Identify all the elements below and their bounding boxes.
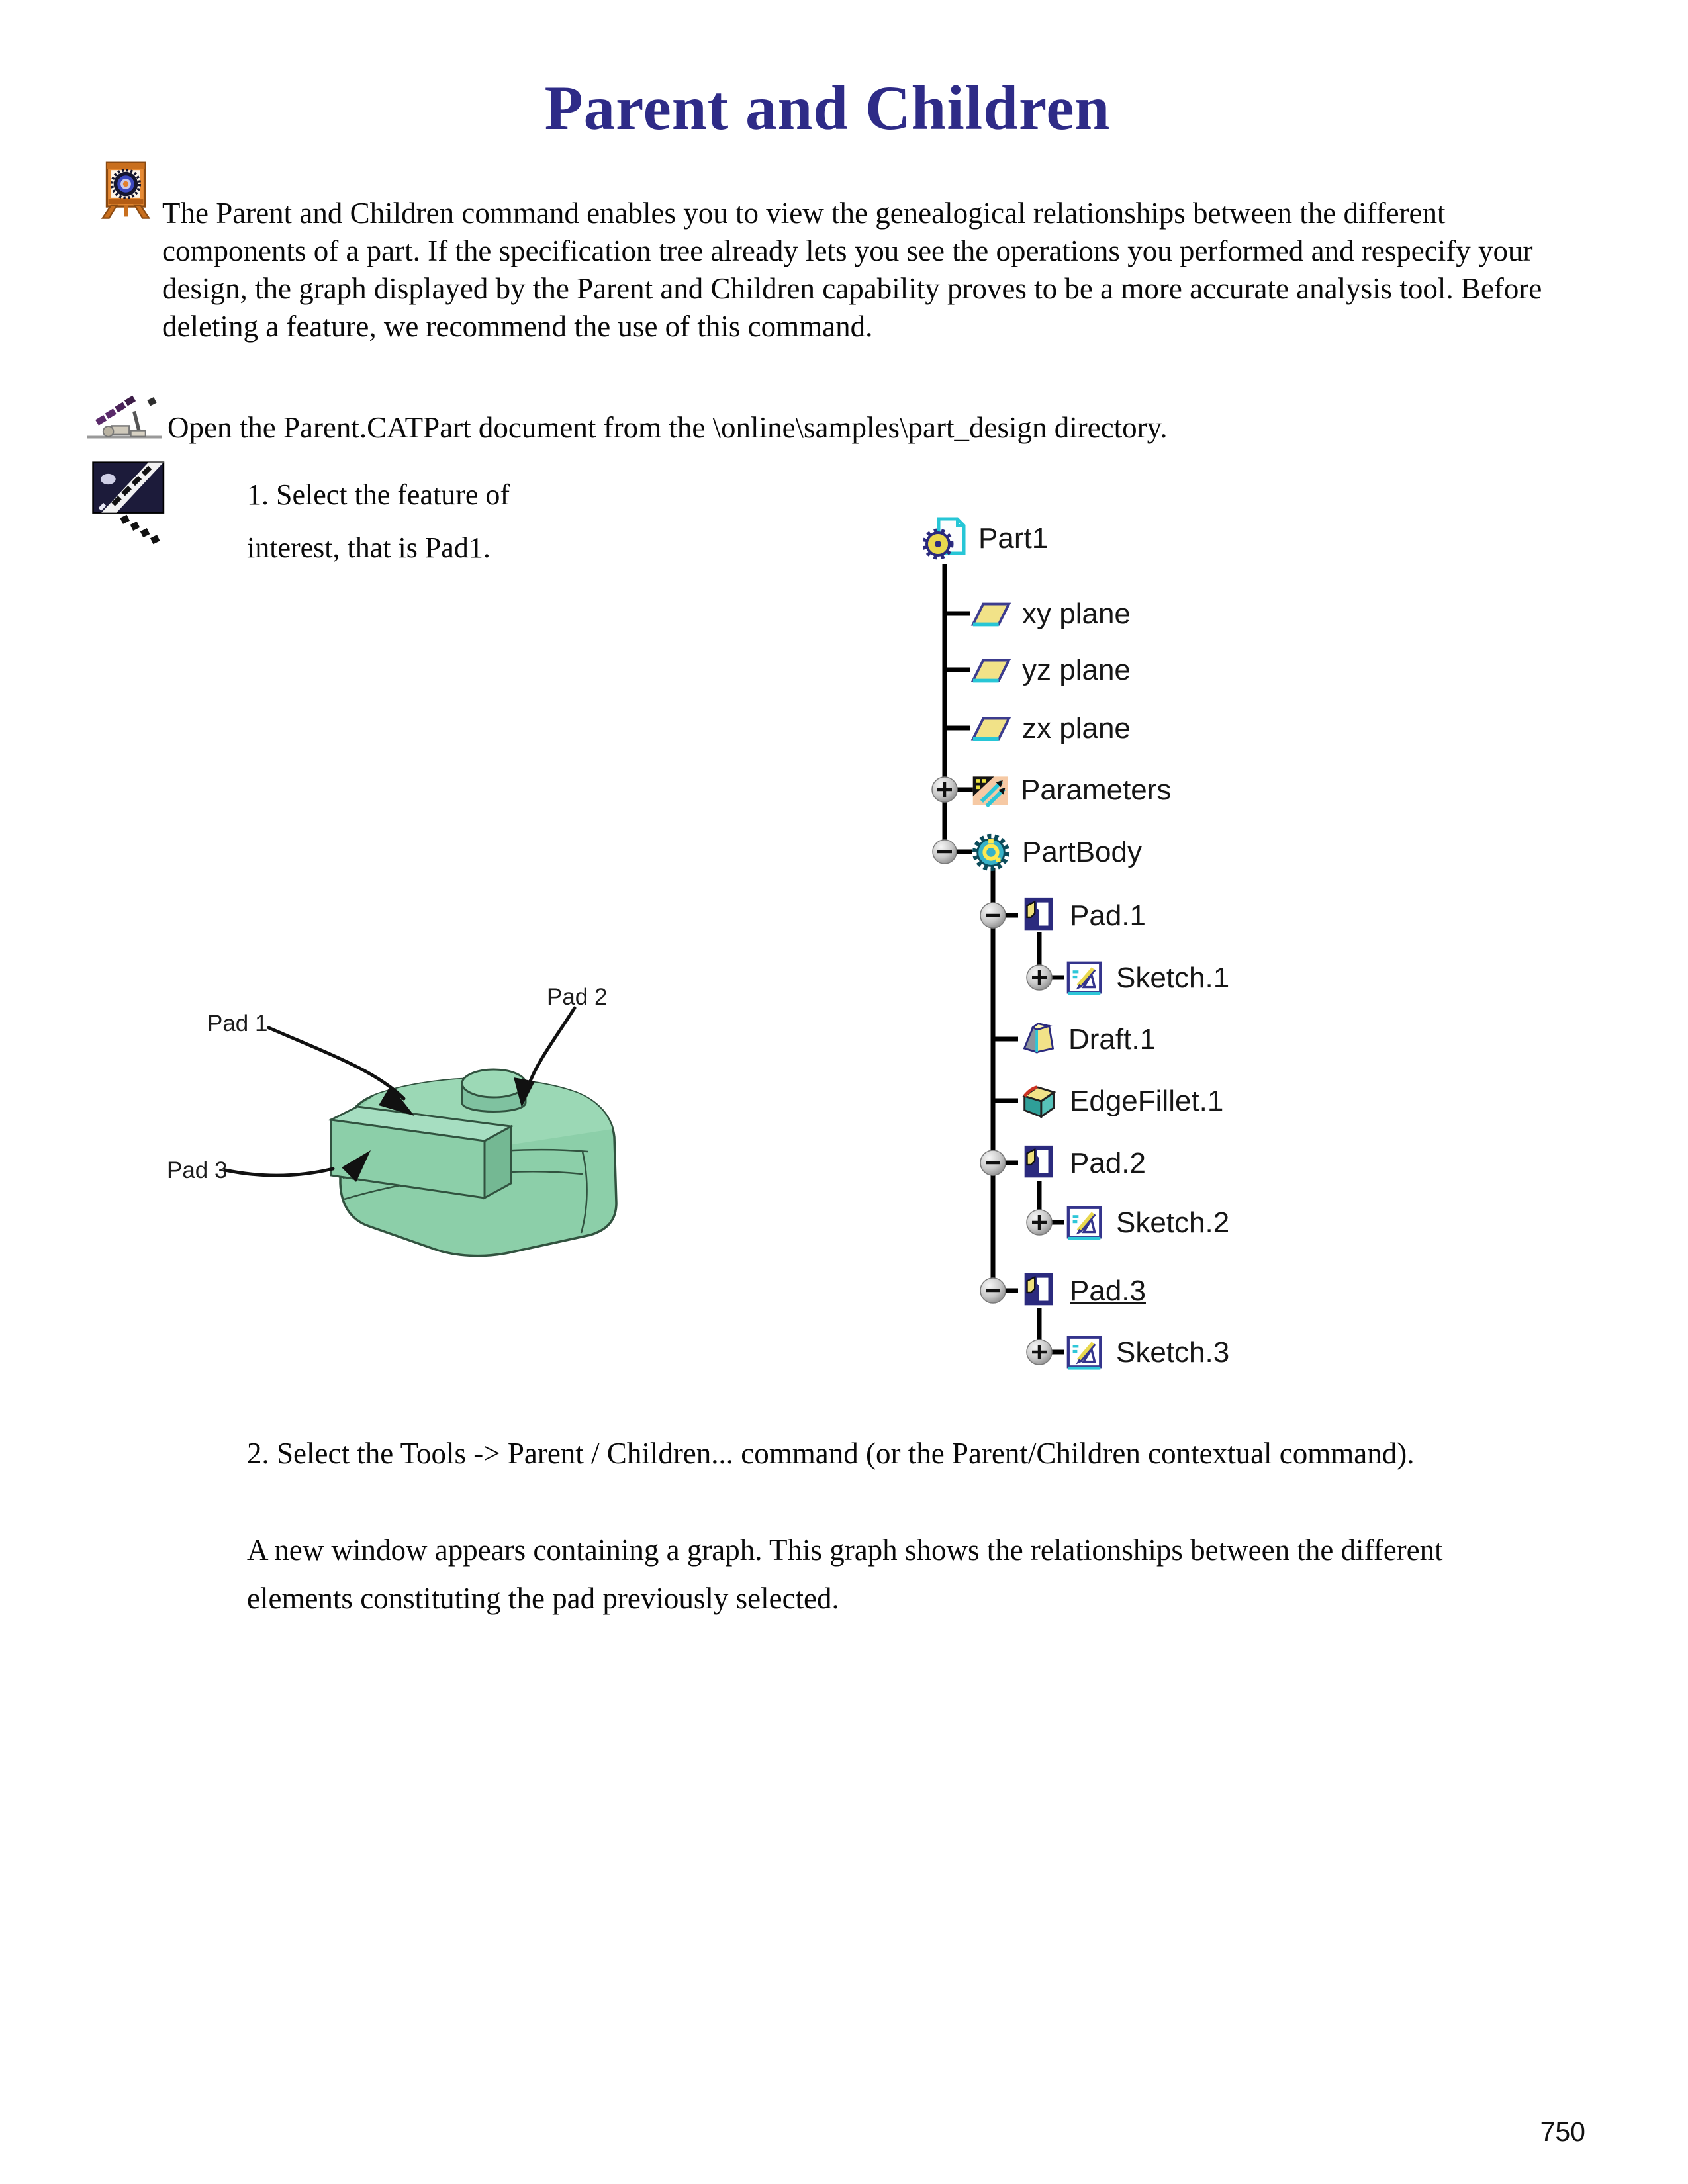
tree-item-label: PartBody (1022, 836, 1142, 868)
tree-item-draft1 (1018, 1019, 1156, 1061)
tree-item-label: Sketch.2 (1116, 1206, 1230, 1239)
tree-item-label: Pad.3 (1070, 1275, 1146, 1307)
open-document-scenario-icon (83, 384, 165, 450)
pad2-arrow (530, 1008, 575, 1083)
expand-node-plus (1027, 1210, 1052, 1235)
page-title: Parent and Children (544, 73, 1111, 143)
tree-item-pad1 (1018, 895, 1146, 937)
partbody-icon (970, 832, 1011, 873)
tree-item-label: Pad.2 (1070, 1147, 1146, 1179)
pad3-arrow (225, 1169, 333, 1175)
collapse-node-minus (980, 903, 1006, 928)
tree-item-label: Sketch.1 (1116, 962, 1230, 994)
part-icon (923, 516, 968, 561)
tree-item-xy-plane (970, 593, 1131, 635)
tree-item-yz-plane (970, 649, 1131, 692)
pad1-label: Pad 1 (207, 1011, 268, 1036)
expand-node-plus (1027, 1340, 1052, 1365)
step1-text (247, 469, 510, 574)
pad2-label: Pad 2 (547, 984, 608, 1010)
tree-item-zx-plane (970, 707, 1131, 750)
pad-icon (1018, 1271, 1059, 1312)
intro-paragraph: The Parent and Children command enables you to view the genealogical relationships between the different components of a part. If the specification tree already lets you see the operations you performed and respecify your design, the graph displayed by the Parent and Children capability proves to be a more accurate analysis tool. Before deleting a feature, we recommend the use of this command. (162, 197, 1542, 343)
tree-item-pad3-selected (1018, 1270, 1146, 1312)
task-scenario-icon (91, 461, 167, 548)
sketch-icon (1064, 1203, 1105, 1244)
plane-icon (970, 650, 1011, 691)
parent-children-command-icon (97, 161, 155, 221)
pad3-label: Pad 3 (167, 1158, 228, 1183)
tree-item-pad2 (1018, 1142, 1146, 1185)
tree-item-sketch3 (1064, 1332, 1229, 1374)
tree-item-partbody (970, 831, 1142, 874)
pad-icon (1018, 895, 1059, 936)
collapse-node-minus (980, 1278, 1006, 1303)
tree-item-label: Pad.1 (1070, 899, 1146, 932)
tree-item-edgefillet1 (1018, 1080, 1223, 1122)
collapse-node-minus (980, 1150, 1006, 1175)
step1-line1: 1. Select the feature of (247, 478, 510, 511)
pad1-arrow (269, 1028, 404, 1099)
collapse-node-minus (933, 840, 957, 864)
parameters-icon (970, 770, 1010, 810)
tree-item-part1 (923, 518, 1048, 560)
tree-item-label: zx plane (1022, 712, 1131, 745)
page-number: 750 (1540, 2116, 1585, 2147)
tree-item-label: xy plane (1022, 598, 1131, 630)
tree-item-label: Parameters (1021, 774, 1172, 806)
open-instruction: Open the Parent.CATPart document from the \online\samples\part_design directory. (167, 411, 1168, 444)
sketch-icon (1064, 1332, 1105, 1373)
result-text: A new window appears containing a graph. This graph shows the relationships between the different elements constituting the pad previously selected. (247, 1533, 1443, 1615)
plane-icon (970, 708, 1011, 749)
part-figure (151, 919, 657, 1296)
step1-line2: interest, that is Pad1. (247, 531, 491, 564)
tree-item-label: yz plane (1022, 654, 1131, 686)
step2-text: 2. Select the Tools -> Parent / Children... command (or the Parent/Children contextual command). (247, 1437, 1415, 1470)
tree-item-label: Part1 (978, 522, 1049, 555)
tree-item-label: Sketch.3 (1116, 1336, 1230, 1369)
expand-node-plus (932, 777, 957, 802)
pad-icon (1018, 1143, 1059, 1184)
draft-icon (1018, 1020, 1058, 1060)
edgefillet-icon (1018, 1081, 1059, 1122)
tree-item-sketch1 (1064, 957, 1229, 999)
expand-node-plus (1027, 965, 1052, 990)
tree-item-sketch2 (1064, 1202, 1229, 1244)
tree-item-parameters (970, 769, 1171, 811)
tree-item-label: EdgeFillet.1 (1070, 1085, 1224, 1117)
tree-item-label: Draft.1 (1068, 1023, 1156, 1056)
sketch-icon (1064, 958, 1105, 999)
plane-icon (970, 594, 1011, 635)
